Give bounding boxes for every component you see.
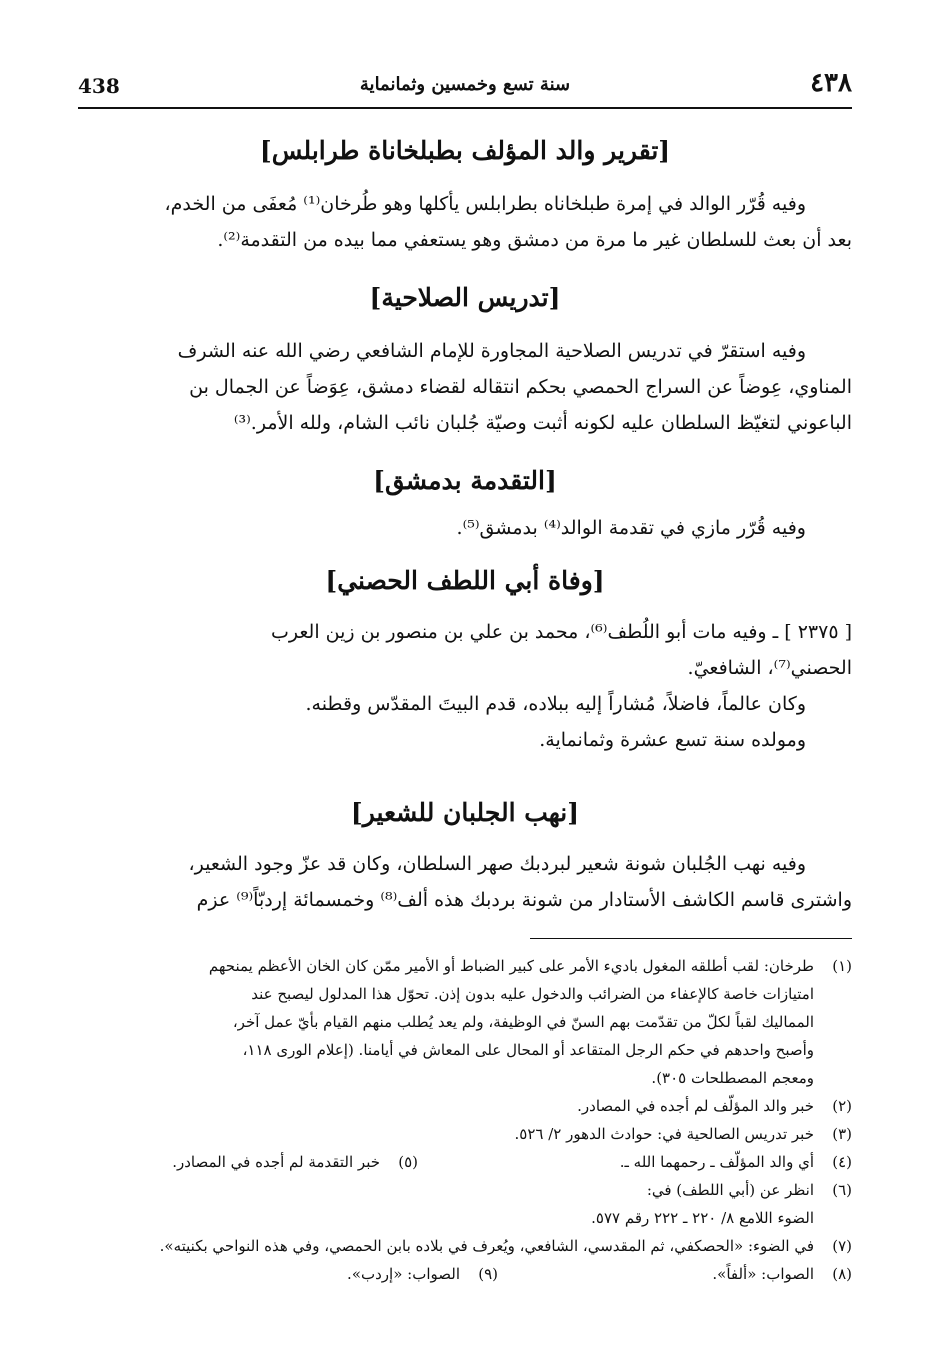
footnote-text: انظر عن (أبي اللطف) في:: [646, 1181, 814, 1199]
body-line: وفيه نهب الجُلبان شونة شعير لبردبك صهر السلطان، وكان قد عزّ وجود الشعير،: [188, 853, 806, 875]
body-line: وفيه قُرّر مازي في تقدمة الوالد⁽⁴⁾ بدمشق⁽⁵⁾.: [456, 517, 806, 539]
header-rule: [78, 107, 852, 109]
body-line: واشترى قاسم الكاشف الأستادار من شونة بردبك هذه ألف⁽⁸⁾ وخمسمائة إردبّاً⁽⁹⁾ عزم: [196, 889, 852, 911]
footnotes: [78, 952, 852, 1288]
footnote-text: الصواب: «إردب».: [347, 1265, 460, 1283]
footnote-line: طرخان: لقب أطلقه المغول باديء الأمر على كبير الضباط أو الأمير ممّن كان الخان الأعظم يمنحهم: [208, 957, 814, 975]
body-line: بعد أن بعث للسلطان غير ما مرة من دمشق وهو يستعفي مما بيده من التقدمة⁽²⁾.: [217, 229, 852, 251]
section-heading: [نهب الجلبان للشعير]: [350, 798, 580, 827]
footnote: [498, 1260, 852, 1288]
section-heading: [تقرير والد المؤلف بطبلخاناة طرابلس]: [259, 136, 671, 165]
body-line: وفيه قُرّر الوالد في إمرة طبلخاناه بطرابلس يأكلها وهو طُرخان⁽¹⁾ مُعفَى من الخدم،: [164, 193, 806, 215]
footnote-text: خبر والد المؤلّف لم أجده في المصادر.: [577, 1097, 814, 1115]
footnote: [78, 1148, 418, 1176]
footnote-pair: [78, 1260, 852, 1288]
footnote-number: (٦): [832, 1181, 852, 1199]
footnote-text: خبر التقدمة لم أجده في المصادر.: [172, 1153, 380, 1171]
footnote-text: في الضوء: «الحصكفي، ثم المقدسي، الشافعي، ويُعرف في بلاده بابن الحمصي، وفي هذه النواحي بكنيته».: [159, 1237, 814, 1255]
footnote: [78, 1176, 852, 1232]
footnote-pair: [78, 1148, 852, 1176]
page-number-arabic: ٤٣٨: [810, 68, 852, 98]
footnote: [78, 1092, 852, 1120]
section-body: [78, 510, 852, 546]
body-line: الباعوني لتغيّظ السلطان عليه لكونه أثبت وصيّة جُلبان نائب الشام، ولله الأمر.⁽³⁾: [233, 412, 852, 434]
footnote: [78, 1260, 498, 1288]
section-body: [78, 333, 852, 441]
footnote-text: الضوء اللامع ٨/ ٢٢٠ ـ ٢٢٢ رقم ٥٧٧.: [591, 1209, 814, 1227]
footnote-line: امتيازات خاصة كالإعفاء من الضرائب والدخول عليه بدون إذن. تحوّل هذا المدلول ليصبح عند: [251, 985, 814, 1003]
body-line: المناوي، عِوضاً عن السراج الحمصي بحكم انتقاله لقضاء دمشق، عِوَضاً عن الجمال بن: [189, 376, 852, 398]
footnote-rule: [530, 938, 852, 939]
page-number-latin: 438: [78, 74, 120, 98]
section-body: [78, 186, 852, 258]
footnote: [78, 1120, 852, 1148]
body-line: وفيه استقرّ في تدريس الصلاحية المجاورة للإمام الشافعي رضي الله عنه الشرف: [177, 340, 806, 362]
footnote-number: (٣): [832, 1125, 852, 1143]
section-heading: [التقدمة بدمشق]: [373, 466, 557, 495]
footnote-line: المماليك لقباً لكلّ من تقدّمت بهم السنّ في الوظيفة، ولم يعد يُطلب منهم القيام بأيّ عمل آخر،: [232, 1013, 814, 1031]
footnote-number: (٢): [832, 1097, 852, 1115]
running-title: سنة تسع وخمسين وثمانماية: [359, 74, 571, 95]
footnote: [78, 952, 852, 1092]
footnote-number: (٥): [398, 1153, 418, 1171]
footnote: [78, 1232, 852, 1260]
body-line: الحصني⁽⁷⁾، الشافعيّ.: [687, 657, 852, 679]
footnote-text: خبر تدريس الصالحية في: حوادث الدهور ٢/ ٥٢٦.: [514, 1125, 814, 1143]
footnote-number: (١): [832, 957, 852, 975]
footnote-number: (٨): [832, 1265, 852, 1283]
footnote-text: أي والد المؤلّف ـ رحمهما الله ـ.: [619, 1153, 814, 1171]
section-heading: [وفاة أبي اللطف الحصني]: [325, 566, 605, 595]
section-body: [78, 846, 852, 918]
body-line: [ ٢٣٧٥ ] ـ وفيه مات أبو اللُطف⁽⁶⁾، محمد بن علي بن منصور بن زين العرب: [271, 621, 852, 643]
footnote-number: (٤): [832, 1153, 852, 1171]
footnote-line: ومعجم المصطلحات ٣٠٥).: [651, 1069, 814, 1087]
footnote-line: وأصبح واحدهم في حكم الرجل المتقاعد أو المحال على المعاش في أيامنا. (إعلام الورى ١١٨،: [242, 1041, 814, 1059]
footnote-number: (٩): [478, 1265, 498, 1283]
section-body: [78, 614, 852, 758]
section-heading: [تدريس الصلاحية]: [369, 283, 561, 312]
footnote-number: (٧): [832, 1237, 852, 1255]
page-header: [78, 66, 852, 106]
body-line: وكان عالماً، فاضلاً، مُشاراً إليه ببلاده، قدم البيتَ المقدّس وقطنه.: [305, 693, 806, 715]
footnote-text: الصواب: «ألفاً».: [712, 1265, 814, 1283]
body-line: ومولده سنة تسع عشرة وثمانماية.: [539, 729, 806, 751]
footnote: [418, 1148, 852, 1176]
